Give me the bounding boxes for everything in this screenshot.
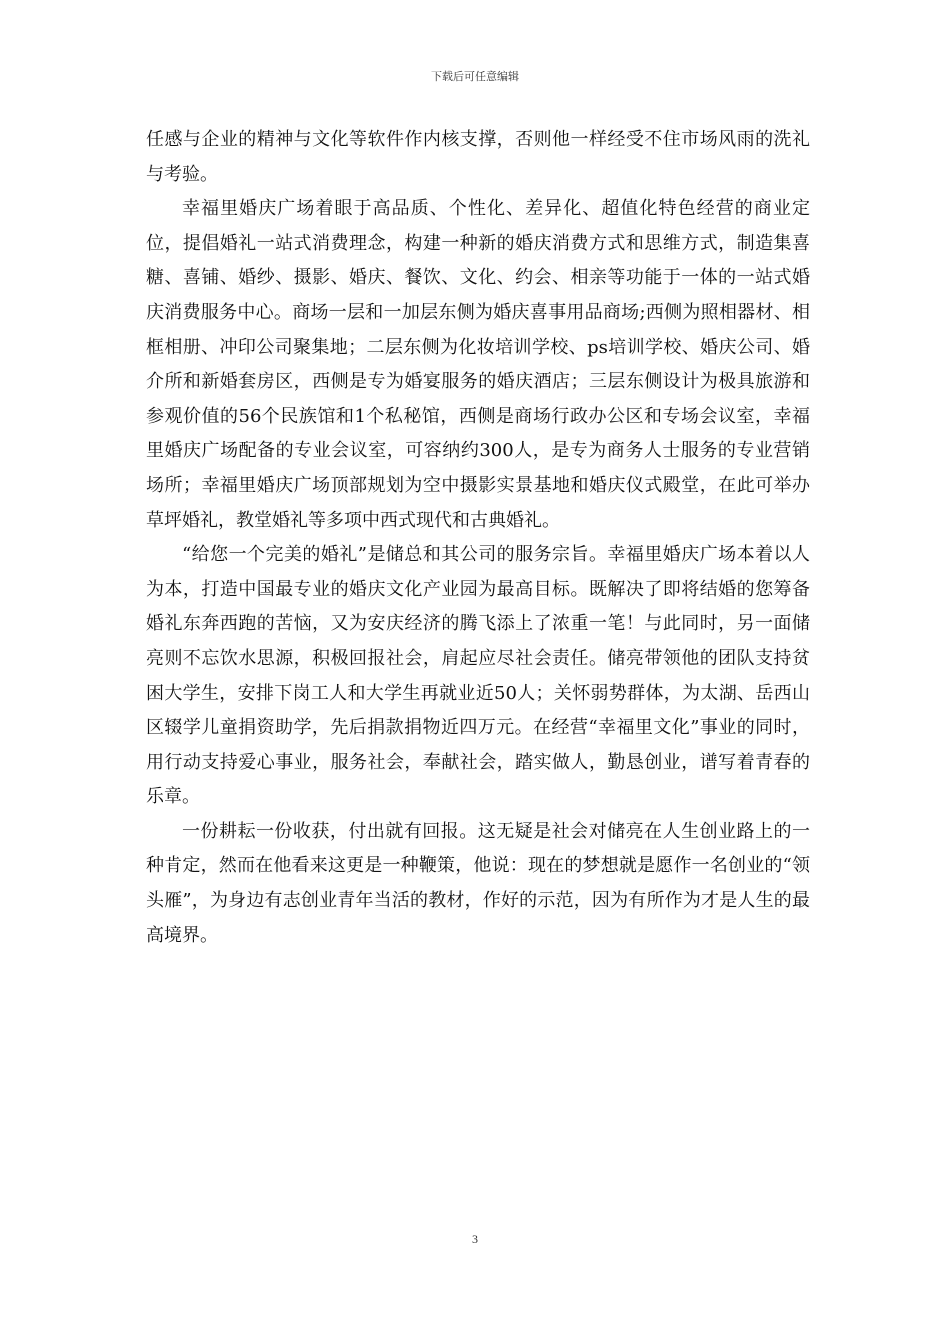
paragraph-continuation: 任感与企业的精神与文化等软件作内核支撑，否则他一样经受不住市场风雨的洗礼与考验。 (146, 129, 810, 185)
page-number: 3 (472, 1232, 478, 1246)
document-body (146, 123, 810, 953)
page-header: 下载后可任意编辑 (431, 70, 519, 83)
paragraph-mall-overview: 幸福里婚庆广场着眼于高品质、个性化、差异化、超值化特色经营的商业定位，提倡婚礼一站式消费理念，构建一种新的婚庆消费方式和思维方式，制造集喜糖、喜铺、婚纱、摄影、婚庆、餐饮、文化、约会、相亲等功能于一体的一站式婚庆消费服务中心。商场一层和一加层东侧为婚庆喜事用品商场;西侧为照相器材、相框相册、冲印公司聚集地；二层东侧为化妆培训学校、ps培训学校、婚庆公司、婚介所和新婚套房区，西侧是专为婚宴服务的婚庆酒店；三层东侧设计为极具旅游和参观价值的56个民族馆和1个私秘馆，西侧是商场行政办公区和专场会议室，幸福里婚庆广场配备的专业会议室，可容纳约300人，是专为商务人士服务的专业营销场所；幸福里婚庆广场顶部规划为空中摄影实景基地和婚庆仪式殿堂，在此可举办草坪婚礼，教堂婚礼等多项中西式现代和古典婚礼。 (146, 198, 810, 531)
paragraph-conclusion: 一份耕耘一份收获，付出就有回报。这无疑是社会对储亮在人生创业路上的一种肯定，然而在他看来这更是一种鞭策，他说：现在的梦想就是愿作一名创业的“领头雁”，为身边有志创业青年当活的教材，作好的示范，因为有所作为才是人生的最高境界。 (146, 820, 810, 946)
paragraph-service-motto: “给您一个完美的婚礼”是储总和其公司的服务宗旨。幸福里婚庆广场本着以人为本，打造中国最专业的婚庆文化产业园为最高目标。既解决了即将结婚的您筹备婚礼东奔西跑的苦恼，又为安庆经济的腾飞添上了浓重一笔！与此同时，另一面储亮则不忘饮水思源，积极回报社会，肩起应尽社会责任。储亮带领他的团队支持贫困大学生，安排下岗工人和大学生再就业近50人；关怀弱势群体，为太湖、岳西山区辍学儿童捐资助学，先后捐款捐物近四万元。在经营“幸福里文化”事业的同时，用行动支持爱心事业，服务社会，奉献社会，踏实做人，勤恳创业，谱写着青春的乐章。 (146, 544, 810, 808)
